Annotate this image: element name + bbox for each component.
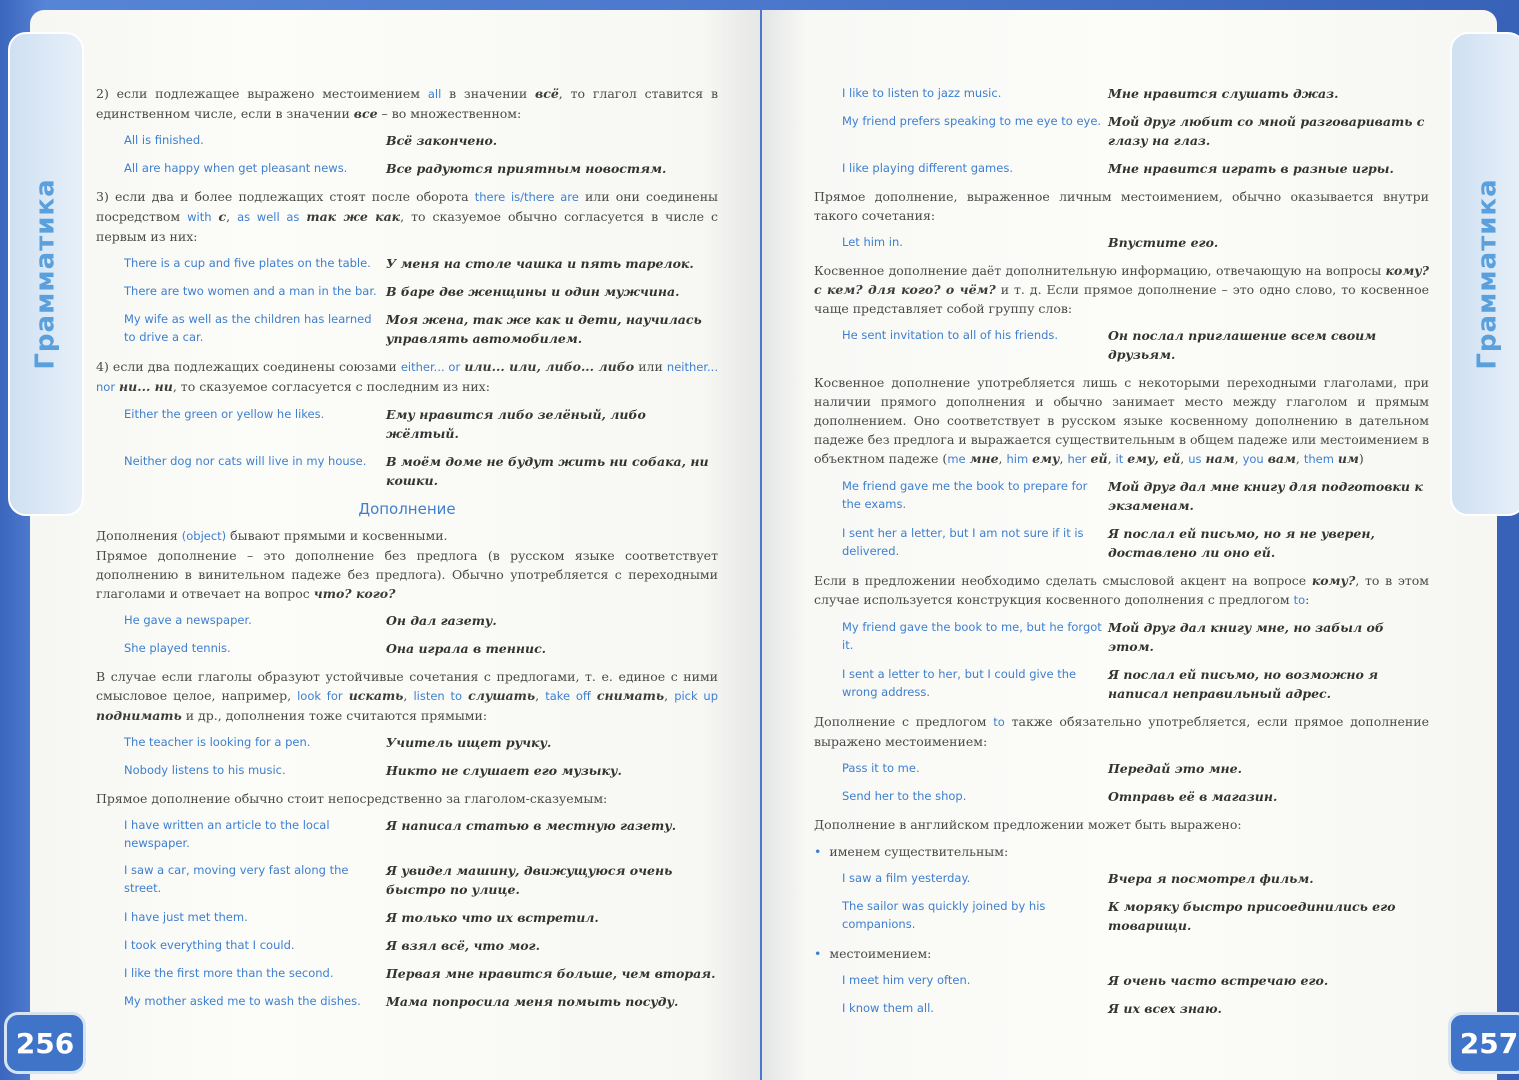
example-row xyxy=(96,816,718,852)
example-row xyxy=(814,618,1429,656)
example-english: All are happy when get pleasant news. xyxy=(124,161,348,175)
example-english: I saw a film yesterday. xyxy=(842,871,971,885)
example-russian: Вчера я посмотрел фильм. xyxy=(1108,871,1314,886)
page-number-right: 257 xyxy=(1448,1012,1519,1074)
example-english: All is finished. xyxy=(124,133,204,147)
example-russian: Мой друг любит со мной разговаривать с глазу на глаз. xyxy=(1108,114,1425,148)
page-number-left: 256 xyxy=(4,1012,86,1074)
example-row xyxy=(814,159,1429,178)
example-row xyxy=(96,282,718,301)
example-english: Me friend gave me the book to prepare for the exams. xyxy=(842,479,1088,511)
example-english: The sailor was quickly joined by his companions. xyxy=(842,899,1046,931)
example-russian: Он послал приглашение всем своим друзьям. xyxy=(1108,328,1377,362)
example-english: There is a cup and five plates on the table. xyxy=(124,256,371,270)
rule-paragraph: Косвенное дополнение даёт дополнительную информацию, отвечающую на вопросы кому? с кем? для кого? о чём? и т. д. Если прямое дополнение – это одно слово, то косвенное чаще представляет собой группу слов: xyxy=(814,263,1430,316)
example-row xyxy=(96,908,718,927)
example-russian: Все радуются приятным новостям. xyxy=(386,161,667,176)
definition-paragraph: Дополнения (object) бывают прямыми и косвенными. xyxy=(96,528,448,543)
example-russian: Мой друг дал книгу мне, но забыл об этом. xyxy=(1108,620,1384,654)
example-row xyxy=(814,971,1429,990)
russian-term: все xyxy=(353,106,378,121)
example-russian: Я послал ей письмо, но я не уверен, доставлено ли оно ей. xyxy=(1108,526,1375,560)
example-row xyxy=(96,405,718,443)
example-english: I saw a car, moving very fast along the street. xyxy=(124,863,349,895)
example-english: My friend prefers speaking to me eye to eye. xyxy=(842,114,1102,128)
example-russian: К моряку быстро присоединились его товарищи. xyxy=(1108,899,1396,933)
example-russian: Я только что их встретил. xyxy=(386,910,599,925)
example-english: The teacher is looking for a pen. xyxy=(124,735,311,749)
example-english: Pass it to me. xyxy=(842,761,920,775)
example-russian: Я взял всё, что мог. xyxy=(386,938,540,953)
example-row xyxy=(814,787,1429,806)
right-page-content xyxy=(814,84,1429,1027)
rule-paragraph: Если в предложении необходимо сделать смысловой акцент на вопросе кому?, то в этом случае используется конструкция косвенного дополнения с предлогом to: xyxy=(814,573,1429,607)
example-row xyxy=(96,611,718,630)
example-row xyxy=(96,310,718,348)
example-row xyxy=(96,992,718,1011)
example-english: My wife as well as the children has learned to drive a car. xyxy=(124,312,372,344)
example-english: Either the green or yellow he likes. xyxy=(124,407,325,421)
rule-paragraph: 4) если два подлежащих соединены союзами either... or или... или, либо... либо или neither... nor ни... ни, то сказуемое согласуется с последним из них: xyxy=(96,359,718,394)
example-row xyxy=(96,733,718,752)
example-row xyxy=(96,254,718,273)
example-russian: Всё закончено. xyxy=(386,133,498,148)
example-row xyxy=(814,524,1429,562)
rule-paragraph: Дополнение с предлогом to также обязательно употребляется, если прямое дополнение выражено местоимением: xyxy=(814,714,1429,749)
rule-paragraph: Прямое дополнение, выраженное личным местоимением, обычно оказывается внутри такого сочетания: xyxy=(814,189,1429,223)
example-russian: У меня на столе чашка и пять тарелок. xyxy=(386,256,694,271)
example-row xyxy=(814,869,1429,888)
rule-paragraph: 3) если два и более подлежащих стоят после оборота there is/there are или они соединены посредством with с, as well as так же как, то сказуемое обычно согласуется в числе с первым из них: xyxy=(96,189,718,244)
example-russian: Она играла в теннис. xyxy=(386,641,547,656)
example-russian: Ему нравится либо зелёный, либо жёлтый. xyxy=(386,407,646,441)
bullet-item: • именем существительным: xyxy=(814,844,1009,859)
example-english: I like the first more than the second. xyxy=(124,966,334,980)
example-russian: Никто не слушает его музыку. xyxy=(386,763,622,778)
example-russian: Учитель ищет ручку. xyxy=(386,735,552,750)
example-row xyxy=(96,159,718,178)
example-russian: Мой друг дал мне книгу для подготовки к экзаменам. xyxy=(1108,479,1423,513)
rule-paragraph: Прямое дополнение обычно стоит непосредственно за глаголом-сказуемым: xyxy=(96,791,608,806)
example-russian: Я очень часто встречаю его. xyxy=(1108,973,1329,988)
bullet-item: • местоимением: xyxy=(814,946,932,961)
example-english: He sent invitation to all of his friends. xyxy=(842,328,1059,342)
example-row xyxy=(814,112,1429,150)
example-row xyxy=(96,639,718,658)
example-row xyxy=(96,936,718,955)
example-russian: Моя жена, так же как и дети, научилась управлять автомобилем. xyxy=(386,312,702,346)
example-row xyxy=(814,326,1429,364)
example-english: I have written an article to the local newspaper. xyxy=(124,818,330,850)
example-english: She played tennis. xyxy=(124,641,231,655)
example-row xyxy=(814,233,1429,252)
example-row xyxy=(96,452,718,490)
example-russian: Мне нравится играть в разные игры. xyxy=(1108,161,1394,176)
rule-paragraph: Дополнение в английском предложении может быть выражено: xyxy=(814,817,1242,832)
section-tab-label: Грамматика xyxy=(1473,178,1504,370)
example-english: Let him in. xyxy=(842,235,903,249)
example-russian: Я написал статью в местную газету. xyxy=(386,818,677,833)
example-english: There are two women and a man in the bar. xyxy=(124,284,377,298)
example-russian: Я послал ей письмо, но возможно я написал неправильный адрес. xyxy=(1108,667,1379,701)
example-russian: Я их всех знаю. xyxy=(1108,1001,1222,1016)
section-tab-left xyxy=(8,32,84,516)
example-row xyxy=(814,759,1429,778)
example-english: I meet him very often. xyxy=(842,973,971,987)
rule-paragraph: 2) если подлежащее выражено местоимением all в значении всё, то глагол ставится в единственном числе, если в значении все – во множественном: xyxy=(96,86,719,121)
example-russian: Мама попросила меня помыть посуду. xyxy=(386,994,679,1009)
example-english: I have just met them. xyxy=(124,910,248,924)
russian-term: всё xyxy=(535,86,559,101)
example-row xyxy=(814,665,1429,703)
example-row xyxy=(814,897,1429,935)
example-english: I know them all. xyxy=(842,1001,934,1015)
section-heading: Дополнение xyxy=(358,500,456,518)
example-row xyxy=(814,84,1429,103)
example-row xyxy=(96,964,718,983)
example-english: My mother asked me to wash the dishes. xyxy=(124,994,361,1008)
left-page-content xyxy=(96,84,718,1020)
example-row xyxy=(814,477,1429,515)
example-english: My friend gave the book to me, but he forgot it. xyxy=(842,620,1102,652)
example-english: He gave a newspaper. xyxy=(124,613,252,627)
rule-paragraph: Косвенное дополнение употребляется лишь с некоторыми переходными глаголами, при наличии прямого дополнения и обычно занимает место между глаголом и прямым дополнением. Оно соответствует в русском языке косвенному дополнению в дательном падеже без предлога и выражается существительным в общем падеже или местоимением в объектном падеже (me мне, him ему, her ей, it ему, ей, us нам, you вам, them им) xyxy=(814,375,1429,466)
example-russian: В моём доме не будут жить ни собака, ни кошки. xyxy=(386,454,709,488)
example-russian: Мне нравится слушать джаз. xyxy=(1108,86,1339,101)
example-row xyxy=(96,761,718,780)
section-tab-label: Грамматика xyxy=(31,178,62,370)
example-english: Neither dog nor cats will live in my house. xyxy=(124,454,367,468)
definition-paragraph: Прямое дополнение – это дополнение без предлога (в русском языке соответствует дополнению в винительном падеже без предлога). Обычно употребляется с переходными глаголами и отвечает на вопрос что? кого? xyxy=(96,548,718,601)
example-english: I took everything that I could. xyxy=(124,938,295,952)
example-english: I like to listen to jazz music. xyxy=(842,86,1002,100)
example-russian: Я увидел машину, движущуюся очень быстро по улице. xyxy=(386,863,673,897)
example-english: Nobody listens to his music. xyxy=(124,763,286,777)
example-row xyxy=(96,861,718,899)
example-russian: Впустите его. xyxy=(1108,235,1219,250)
example-russian: Первая мне нравится больше, чем вторая. xyxy=(386,966,716,981)
english-term: all xyxy=(427,87,442,101)
example-russian: В баре две женщины и один мужчина. xyxy=(386,284,680,299)
example-english: I like playing different games. xyxy=(842,161,1013,175)
example-row xyxy=(814,999,1429,1018)
bullet-icon: • xyxy=(814,946,822,961)
example-english: Send her to the shop. xyxy=(842,789,967,803)
example-russian: Он дал газету. xyxy=(386,613,497,628)
example-russian: Передай это мне. xyxy=(1108,761,1242,776)
example-russian: Отправь её в магазин. xyxy=(1108,789,1278,804)
bullet-icon: • xyxy=(814,844,822,859)
example-english: I sent a letter to her, but I could give the wrong address. xyxy=(842,667,1077,699)
section-tab-right xyxy=(1450,32,1519,516)
example-row xyxy=(96,131,718,150)
rule-paragraph: В случае если глаголы образуют устойчивые сочетания с предлогами, т. е. единое с ними смысловое целое, например, look for искать, listen to слушать, take off снимать, pick up поднимать и др., дополнения тоже считаются прямыми: xyxy=(96,669,718,723)
example-english: I sent her a letter, but I am not sure if it is delivered. xyxy=(842,526,1084,558)
